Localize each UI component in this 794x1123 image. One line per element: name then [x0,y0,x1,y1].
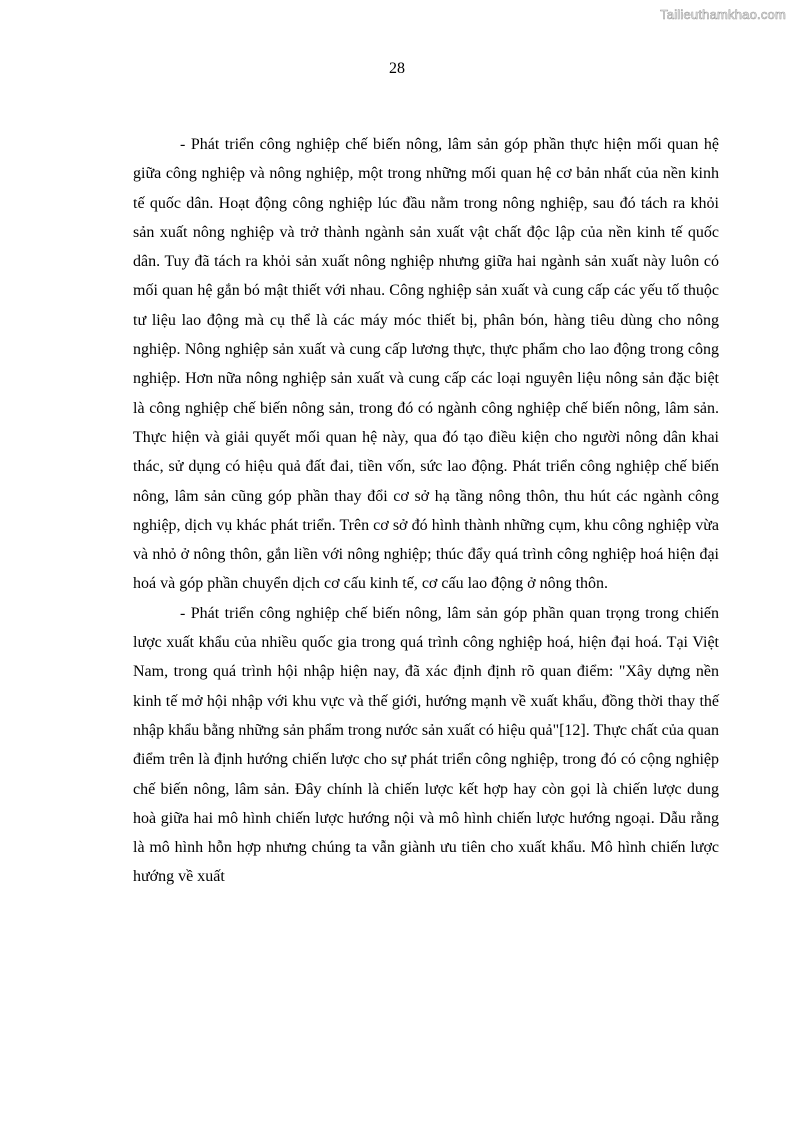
page-number: 28 [389,60,405,77]
paragraph-2: - Phát triển công nghiệp chế biến nông, lâm sản góp phần quan trọng trong chiến lược xuất khẩu của nhiều quốc gia trong quá trình công nghiệp hoá, hiện đại hoá. Tại Việt Nam, trong quá trình hội nhập hiện nay, đã xác định định rõ quan điểm: "Xây dựng nền kinh tế mở hội nhập với khu vực và thế giới, hướng mạnh về xuất khẩu, đồng thời thay thế nhập khẩu bằng những sản phẩm trong nước sản xuất có hiệu quả"[12]. Thực chất của quan điểm trên là định hướng chiến lược cho sự phát triển công nghiệp, trong đó có cộng nghiệp chế biến nông, lâm sản. Đây chính là chiến lược kết hợp hay còn gọi là chiến lược dung hoà giữa hai mô hình chiến lược hướng nội và mô hình chiến lược hướng ngoại. Dẫu rằng là mô hình hỗn hợp nhưng chúng ta vẫn giành ưu tiên cho xuất khẩu. Mô hình chiến lược hướng về xuất [133,604,719,886]
document-body [133,130,719,892]
watermark-text: Tailieuthamkhao.com [660,7,786,22]
paragraph-1: - Phát triển công nghiệp chế biến nông, lâm sản góp phần thực hiện mối quan hệ giữa công nghiệp và nông nghiệp, một trong những mối quan hệ cơ bản nhất của nền kinh tế quốc dân. Hoạt động công nghiệp lúc đầu nằm trong nông nghiệp, sau đó tách ra khỏi sản xuất nông nghiệp và trở thành ngành sản xuất vật chất độc lập của nền kinh tế quốc dân. Tuy đã tách ra khỏi sản xuất nông nghiệp nhưng giữa hai ngành sản xuất này luôn có mối quan hệ gắn bó mật thiết với nhau. Công nghiệp sản xuất và cung cấp các yếu tố thuộc tư liệu lao động mà cụ thể là các máy móc thiết bị, phân bón, hàng tiêu dùng cho nông nghiệp. Nông nghiệp sản xuất và cung cấp lương thực, thực phẩm cho lao động trong công nghiệp. Hơn nữa nông nghiệp sản xuất và cung cấp các loại nguyên liệu nông sản đặc biệt là công nghiệp chế biến nông sản, trong đó có ngành công nghiệp chế biến nông, lâm sản. Thực hiện và giải quyết mối quan hệ này, qua đó tạo điều kiện cho người nông dân khai thác, sử dụng có hiệu quả đất đai, tiền vốn, sức lao động. Phát triển công nghiệp chế biến nông, lâm sản cũng góp phần thay đổi cơ sở hạ tầng nông thôn, thu hút các ngành công nghiệp, dịch vụ khác phát triển. Trên cơ sở đó hình thành những cụm, khu công nghiệp vừa và nhỏ ở nông thôn, gắn liền với nông nghiệp; thúc đẩy quá trình công nghiệp hoá hiện đại hoá và góp phần chuyển dịch cơ cấu kinh tế, cơ cấu lao động ở nông thôn. [133,136,719,593]
